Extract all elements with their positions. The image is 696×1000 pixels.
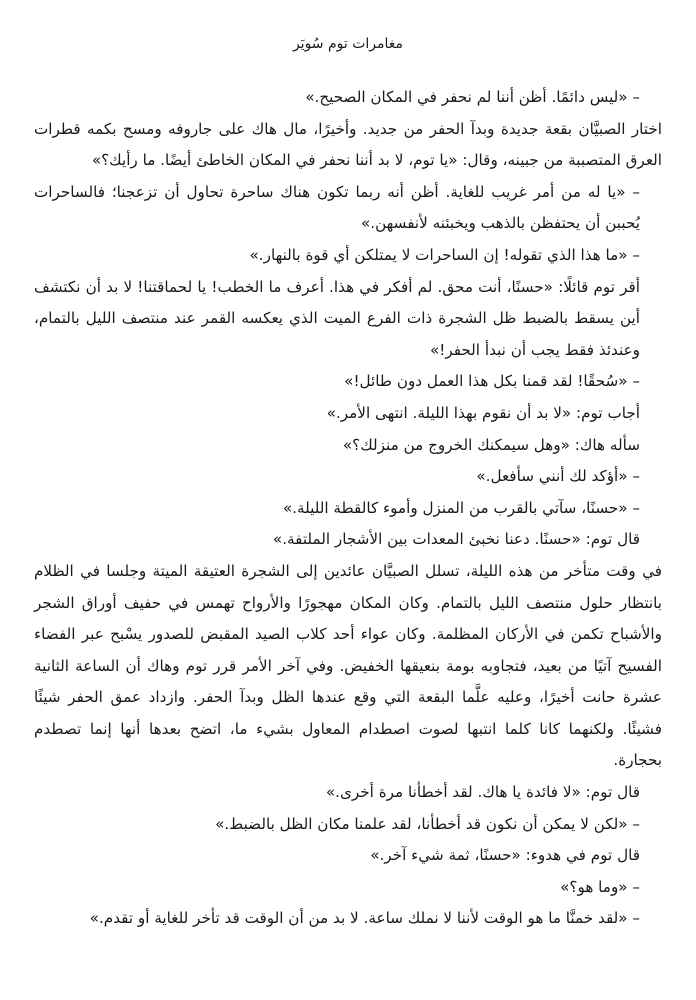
paragraph-dialogue: – «يا له من أمر غريب للغاية. أظن أنه ربما تكون هناك ساحرة تحاول أن تزعجنا؛ فالساحرات يُحببن أن يحتفظن بالذهب ويخبئنه لأنفسهن.» — [34, 182, 640, 233]
paragraph-dialogue: – «حسنًا، سآتي بالقرب من المنزل وأموء كالقطة الليلة.» — [282, 498, 640, 517]
paragraph-narration: سأله هاك: «وهل سيمكنك الخروج من منزلك؟» — [342, 435, 640, 454]
paragraph-dialogue: – «وما هو؟» — [560, 877, 640, 896]
paragraph-narration: اختار الصبيَّان بقعة جديدة وبدآ الحفر من جديد. وأخيرًا، مال هاك على جاروفه ومسح بكمه قطرات العرق المتصببة من جبينه، وقال: «يا توم، لا بد أننا نحفر في المكان الخاطئ أيضًا. ما رأيك؟» — [34, 119, 662, 170]
paragraph-narration: قال توم: «حسنًا. دعنا نخبئ المعدات بين الأشجار الملتفة.» — [272, 530, 640, 549]
paragraph-dialogue: – «ليس دائمًا. أظن أننا لم نحفر في المكان الصحيح.» — [305, 88, 640, 106]
paragraph-narration: أقر توم قائلًا: «حسنًا، أنت محق. لم أفكر في هذا. أعرف ما الخطب! يا لحماقتنا! لا بد أن نكتشف أين يسقط بالضبط ظل الشجرة ذات الفرع الميت الذي يعكسه القمر عند منتصف الليل بالتمام، وعندئذ فقط يجب أن نبدأ الحفر!» — [34, 277, 640, 359]
paragraph-dialogue: – «أؤكد لك أنني سأفعل.» — [476, 467, 640, 486]
paragraph-dialogue: – «لقد خمنَّا ما هو الوقت لأننا لا نملك ساعة. لا بد من أن الوقت قد تأخر للغاية أو تقدم.» — [89, 909, 640, 928]
paragraph-dialogue: – «لكن لا يمكن أن نكون قد أخطأنا، لقد علمنا مكان الظل بالضبط.» — [215, 814, 640, 833]
paragraph-narration: قال توم: «لا فائدة يا هاك. لقد أخطأنا مرة أخرى.» — [325, 783, 640, 802]
paragraph-narration: قال توم في هدوء: «حسنًا، ثمة شيء آخر.» — [370, 846, 640, 865]
paragraph-narration: أجاب توم: «لا بد أن نقوم بهذا الليلة. انتهى الأمر.» — [326, 403, 640, 422]
paragraph-narration: في وقت متأخر من هذه الليلة، تسلل الصبيَّان عائدين إلى الشجرة العتيقة الميتة وجلسا في الظلام بانتظار حلول منتصف الليل بالتمام. وكان المكان مهجورًا والأرواح تهمس في حفيف أوراق الشجر والأشباح تكمن في الأركان المظلمة. وكان عواء أحد كلاب الصيد المقبض للصدور يسْبح عبر الفضاء الفسيح آتيًا من بعيد، فتجاوبه بومة بنعيقها الخفيض. وفي آخر الأمر قرر توم وهاك أن الساعة الثانية عشرة حانت أخيرًا، وعليه علَّما البقعة التي وقع عندها الظل وبدآ الحفر. وازداد عمق الحفر شيئًا فشيئًا. ولكنهما كانا كلما انتبها لصوت اصطدام المعاول بشيء ما، اتضح بعدها أنها إنما تصطدم بحجارة. — [34, 561, 662, 770]
paragraph-dialogue: – «سُحقًا! لقد قمنا بكل هذا العمل دون طائل!» — [344, 372, 640, 391]
paragraph-dialogue: – «ما هذا الذي تقوله! إن الساحرات لا يمتلكن أي قوة بالنهار.» — [249, 245, 640, 264]
running-header: مغامرات توم سُويَر — [292, 36, 404, 52]
body-text — [34, 82, 662, 935]
